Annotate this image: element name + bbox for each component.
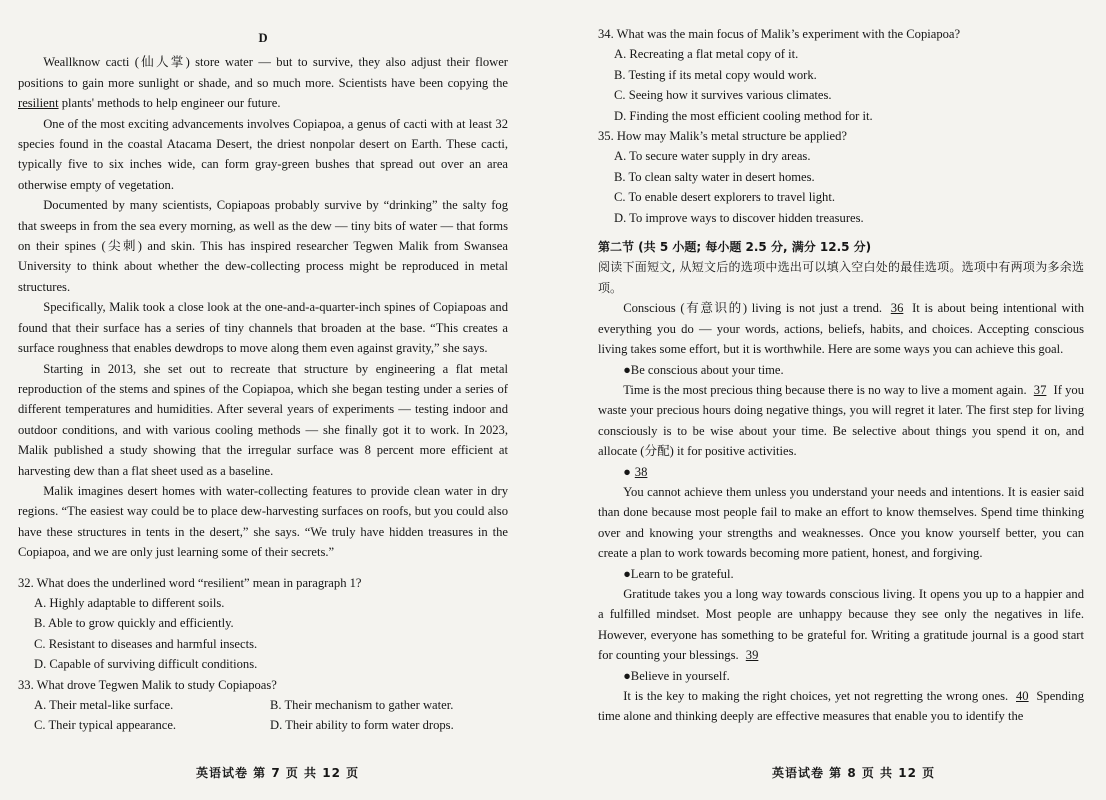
right-page bbox=[598, 24, 1084, 727]
passage-paragraph-2: Time is the most precious thing because there is no way to live a moment again. 37 If you waste your precious hours doing negative things, you will regret it later. The first step for living consciously is to be wise about your time. Be selective about things you spend it on, and allocate (分配) it for positive activities. bbox=[598, 382, 1084, 459]
heading-blank-38: ● 38 bbox=[623, 462, 1084, 482]
section-2-instructions: 阅读下面短文, 从短文后的选项中选出可以填入空白处的最佳选项。选项中有两项为多余选项。 bbox=[598, 260, 1084, 295]
paragraph-3: Documented by many scientists, Copiapoas probably survive by “drinking” the salty fog that sweeps in from the sea every morning, as well as the dew — tiny bits of water — that forms on their spines (尖刺) and skin. This has inspired researcher Tegwen Malik from Swansea University to think about whether the dew-collecting process might be reproduced in metal structures. bbox=[18, 198, 508, 294]
question-35-option-b: B. To clean salty water in desert homes. bbox=[614, 169, 815, 184]
question-34-stem: 34. What was the main focus of Malik’s experiment with the Copiapoa? bbox=[598, 27, 961, 41]
section-letter: D bbox=[258, 31, 268, 45]
question-34-option-d: D. Finding the most efficient cooling method for it. bbox=[614, 108, 873, 123]
paragraph-6: Malik imagines desert homes with water-collecting features to provide clean water in dry regions. “The easiest way could be to place dew-harvesting surfaces on roofs, but you could also have these structures in tents in the desert,” she says. “We truly have hidden treasures in the Copiapoa, and we are only just learning some of their secrets.” bbox=[18, 483, 508, 560]
paragraph-5: Starting in 2013, she set out to recreate that structure by engineering a flat metal reproduction of the stems and spines of the Copiapoa, which she began testing under a series of different temperatures and humidities. After several years of experiments — testing indoor and outdoor conditions, and with various cooling methods — she finally got it to work. In 2023, Malik published a study showing that the irregular surface was 8 percent more efficient at harvesting dew than a flat sheet used as a baseline. bbox=[18, 361, 508, 478]
question-35-stem: 35. How may Malik’s metal structure be applied? bbox=[598, 129, 848, 144]
blank-39: 39 bbox=[745, 648, 759, 663]
question-32-option-a: A. Highly adaptable to different soils. bbox=[34, 595, 225, 610]
blank-36: 36 bbox=[890, 301, 904, 316]
left-page bbox=[18, 24, 508, 736]
footer-page-8: 英语试卷 第 8 页 共 12 页 bbox=[772, 766, 936, 780]
paragraph-1: Weallknow cacti (仙人掌) store water — but to survive, they also adjust their flower positions to gain more sunlight or shade, and so much more. Scientists have been copying the resilient plants' methods to help engineer our future. bbox=[18, 55, 508, 111]
question-34-option-a: A. Recreating a flat metal copy of it. bbox=[614, 47, 799, 62]
question-35-option-d: D. To improve ways to discover hidden treasures. bbox=[614, 210, 864, 225]
paragraph-2: One of the most exciting advancements involves Copiapoa, a genus of cacti with at least 32 species found in the coastal Atacama Desert, the driest nonpolar desert on Earth. These cacti, typically five to six inches wide, can form gray-green bushes that spread out over an area otherwise empty of vegetation. bbox=[18, 116, 508, 192]
question-34-option-c: C. Seeing how it survives various climates. bbox=[614, 88, 832, 103]
question-33-option-a: A. Their metal-like surface. bbox=[34, 698, 174, 712]
question-33-row-1 bbox=[34, 695, 508, 715]
passage-paragraph-3: You cannot achieve them unless you understand your needs and intentions. It is easier said than done because most people fail to make an effort to know themselves. Spend time thinking over and knowing your strengths and weaknesses. Once you know yourself better, you can create a plan to work towards becoming more patient, honest, and forgiving. bbox=[598, 484, 1084, 561]
question-33-option-d: D. Their ability to form water drops. bbox=[270, 718, 454, 733]
question-35-option-c: C. To enable desert explorers to travel light. bbox=[614, 190, 835, 205]
passage-paragraph-1: Conscious (有意识的) living is not just a trend. 36 It is about being intentional with everything you do — your words, actions, beliefs, habits, and choices. Accepting conscious living takes some effort, but it is worthwhile. Here are some ways you can achieve this goal. bbox=[598, 301, 1084, 357]
passage-paragraph-5: It is the key to making the right choices, yet not regretting the wrong ones. 40 Spending time alone and thinking deeply are effective measures that enable you to identify the bbox=[598, 689, 1084, 724]
question-33-stem: 33. What drove Tegwen Malik to study Copiapoas? bbox=[18, 677, 277, 692]
section-2-heading: 第二节 (共 5 小题; 每小题 2.5 分, 满分 12.5 分) bbox=[598, 240, 872, 255]
question-35-option-a: A. To secure water supply in dry areas. bbox=[614, 149, 811, 164]
heading-learn-grateful: ●Learn to be grateful. bbox=[623, 566, 734, 581]
paragraph-4: Specifically, Malik took a close look at the one-and-a-quarter-inch spines of Copiapoas and found that their surface has a series of tiny channels that broaden at the base. “This creates a surface roughness that enables dewdrops to move along them even against gravity,” she says. bbox=[18, 300, 508, 356]
underlined-word: resilient bbox=[18, 96, 59, 111]
question-32-option-b: B. Able to grow quickly and efficiently. bbox=[34, 616, 234, 631]
blank-40: 40 bbox=[1016, 689, 1029, 703]
heading-be-conscious: ●Be conscious about your time. bbox=[623, 362, 784, 377]
blank-38: 38 bbox=[634, 464, 648, 479]
question-32-option-c: C. Resistant to diseases and harmful insects. bbox=[34, 636, 258, 651]
question-33-option-b: B. Their mechanism to gather water. bbox=[270, 698, 454, 712]
blank-37: 37 bbox=[1033, 382, 1047, 397]
question-33-row-2 bbox=[34, 715, 508, 735]
question-32-stem: 32. What does the underlined word “resilient” mean in paragraph 1? bbox=[18, 575, 362, 590]
heading-believe: ●Believe in yourself. bbox=[623, 668, 730, 683]
question-32-option-d: D. Capable of surviving difficult conditions. bbox=[34, 657, 258, 672]
footer-page-7: 英语试卷 第 7 页 共 12 页 bbox=[196, 766, 360, 780]
question-33-option-c: C. Their typical appearance. bbox=[34, 718, 177, 733]
passage-paragraph-4: Gratitude takes you a long way towards conscious living. It opens you up to a happier and a fulfilled mindset. Most people are unhappy because they see only the negatives in life. However, everyone has something to be grateful for. Writing a gratitude journal is a good start for counting your blessings. 39 bbox=[598, 586, 1084, 663]
question-34-option-b: B. Testing if its metal copy would work. bbox=[614, 67, 817, 82]
